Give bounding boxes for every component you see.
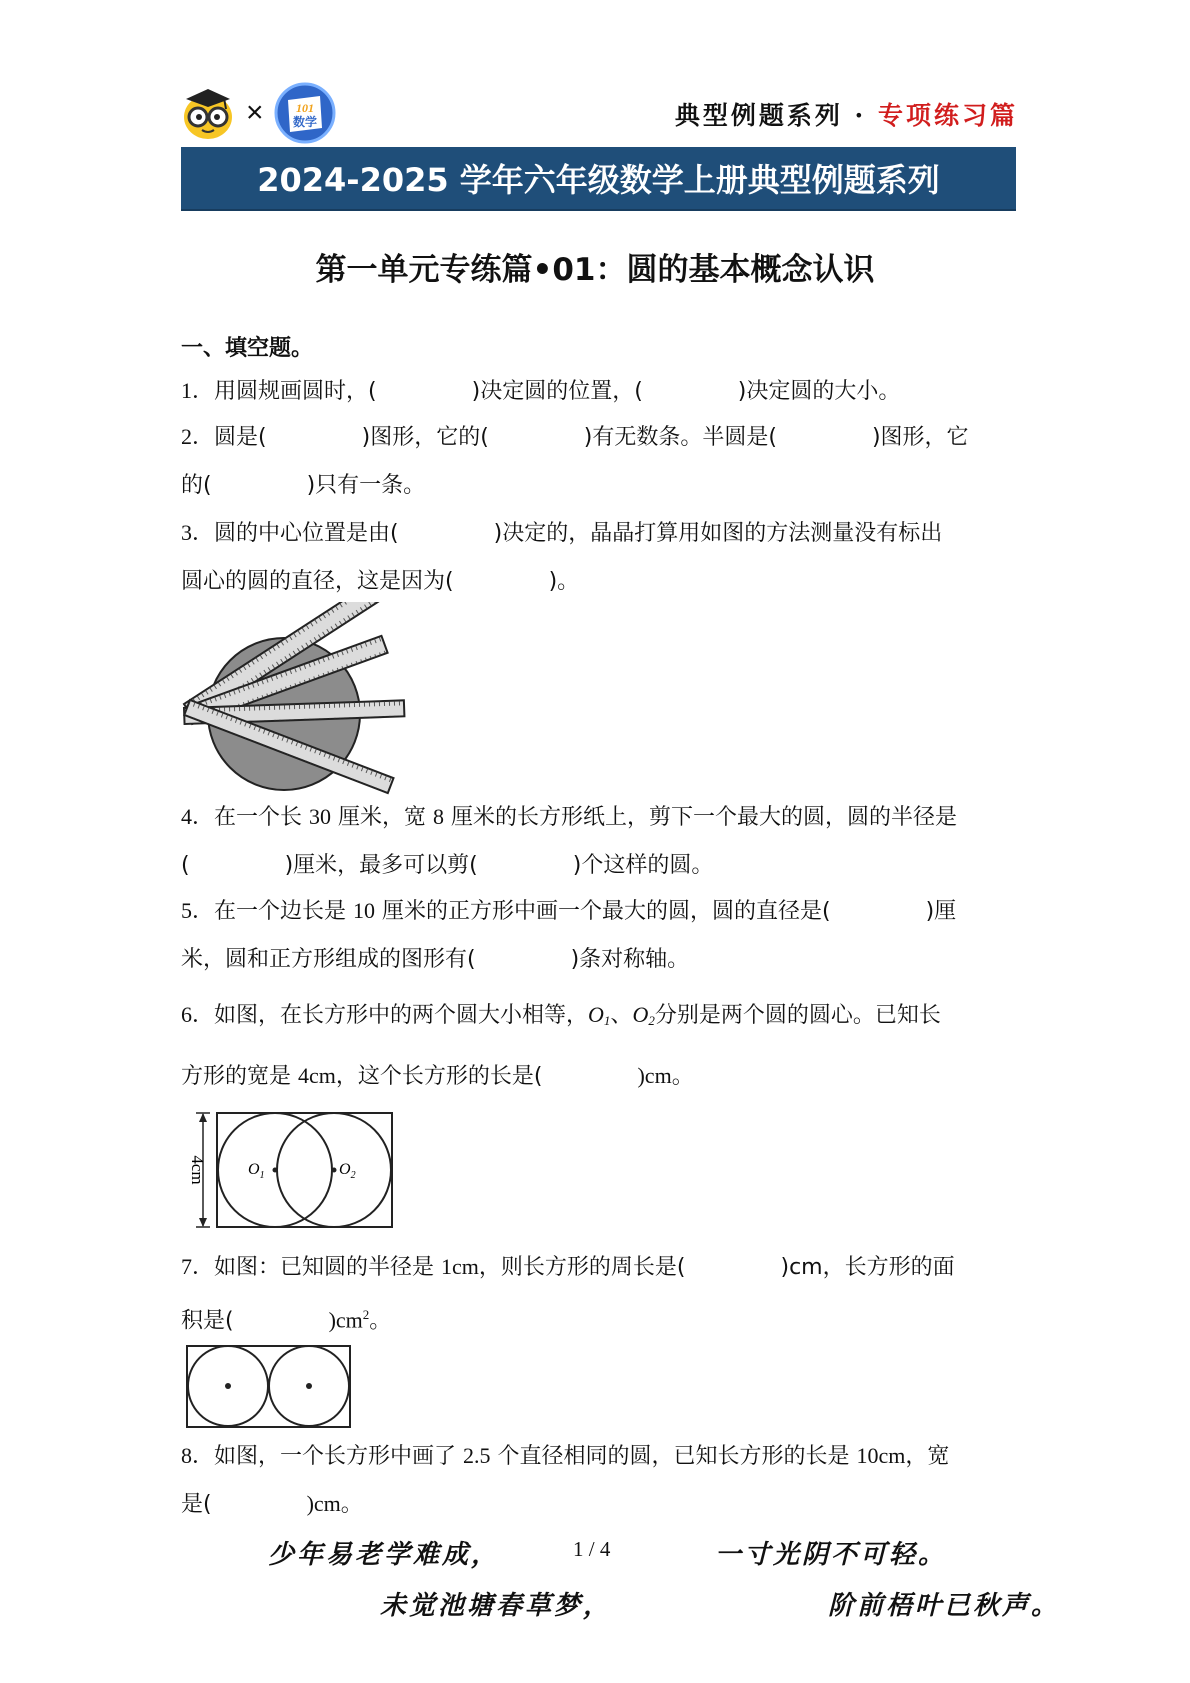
q4-value-width: 8	[433, 804, 445, 829]
q5-text-c: )厘	[925, 899, 957, 924]
q4-text-c: 厘米的长方形纸上，剪下一个最大的圆，圆的半径是	[444, 805, 958, 830]
q2-text-a: 圆是(	[214, 425, 267, 450]
question-1	[181, 367, 1019, 415]
q6-o1-sub: 1	[603, 1013, 611, 1028]
q4-text-e: )厘米，最多可以剪(	[284, 853, 478, 878]
q5-text-e: )条对称轴。	[570, 947, 690, 972]
q5-text-a: 在一个边长是	[214, 899, 354, 924]
q6-o1: O	[588, 1002, 604, 1027]
footer-poem-line1-left: 少年易老学难成，	[268, 1540, 501, 1570]
q6-text-c: 方形的宽是	[181, 1064, 298, 1089]
q2-number: 2．	[181, 424, 215, 449]
q6-sep: 、	[610, 1003, 633, 1028]
arrow-up-icon	[199, 1113, 207, 1122]
math101-logo-icon	[274, 82, 336, 144]
q8-number: 8．	[181, 1443, 215, 1468]
q4-text-d: (	[181, 853, 190, 878]
q4-text-b: 厘米，宽	[331, 805, 434, 830]
q1-text-a: 用圆规画圆时，(	[214, 379, 377, 404]
page-number: 1 / 4	[573, 1537, 611, 1561]
owl-mascot-icon	[180, 85, 236, 141]
q4-value-length: 30	[309, 804, 332, 829]
q3-text-b: )决定的，晶晶打算用如图的方法测量没有标出	[493, 521, 943, 546]
question-6	[181, 987, 1019, 1104]
q5-number: 5．	[181, 898, 215, 923]
q8-text-e: )cm。	[306, 1491, 363, 1516]
times-sign: ×	[246, 96, 264, 129]
figure-two-overlapping-circles	[186, 1110, 396, 1230]
rectangle	[217, 1113, 392, 1227]
q7-value-radius: 1cm	[441, 1254, 479, 1279]
question-4	[181, 793, 1019, 889]
q8-value-length: 10cm	[856, 1443, 906, 1468]
q6-text-a: 如图，在长方形中的两个圆大小相等，	[214, 1003, 589, 1028]
q8-value-count: 2.5	[463, 1443, 491, 1468]
q6-o2-sub: 2	[648, 1013, 655, 1028]
q3-text-c: 圆心的圆的直径，这是因为(	[181, 569, 454, 594]
q2-text-c: )有无数条。半圆是(	[583, 425, 777, 450]
q8-text-a: 如图，一个长方形中画了	[214, 1444, 464, 1469]
q3-text-d: )。	[548, 569, 580, 594]
q3-text-a: 圆的中心位置是由(	[214, 521, 399, 546]
q8-text-b: 个直径相同的圆，已知长方形的长是	[490, 1444, 857, 1469]
q2-text-d: )图形，它	[871, 425, 969, 450]
q7-text-d: 积是(	[181, 1308, 234, 1334]
unit-title: 第一单元专练篇•01：圆的基本概念认识	[315, 252, 875, 288]
q7-sup: 2	[362, 1307, 370, 1322]
q6-o2: O	[632, 1002, 649, 1027]
q2-text-f: )只有一条。	[306, 473, 426, 498]
logo-text-101: 101	[295, 101, 314, 115]
series-tag-black: 典型例题系列	[674, 101, 843, 130]
series-tag-red: 专项练习篇	[877, 101, 1018, 130]
question-8	[181, 1432, 1019, 1528]
arrow-down-icon	[199, 1218, 207, 1227]
section-title: 一、填空题。	[181, 336, 314, 361]
q4-text-a: 在一个长	[214, 805, 310, 830]
q7-text-c: )cm，长方形的面	[780, 1255, 955, 1280]
q5-text-b: 厘米的正方形中画一个最大的圆，圆的直径是(	[375, 899, 831, 924]
header-logos	[180, 82, 336, 144]
q6-text-e: )cm。	[637, 1063, 694, 1088]
label-o2: $O_2$	[339, 1161, 356, 1181]
q8-text-c: ，宽	[905, 1444, 950, 1469]
question-2	[181, 413, 1019, 509]
footer-poem-line2-right: 阶前梧叶已秋声。	[828, 1591, 1061, 1621]
q4-text-f: )个这样的圆。	[572, 853, 714, 878]
footer-poem-line1-right: 一寸光阴不可轻。	[715, 1540, 948, 1570]
footer-poem-line2-left: 未觉池塘春草梦，	[380, 1591, 613, 1621]
series-tag-dot: ·	[854, 101, 867, 130]
q6-text-b: 分别是两个圆的圆心。已知长	[654, 1003, 941, 1028]
question-7	[181, 1243, 1019, 1344]
q7-text-b: ，则长方形的周长是(	[478, 1255, 686, 1280]
q1-text-c: )决定圆的大小。	[737, 379, 901, 404]
q1-text-b: )决定圆的位置，(	[471, 379, 643, 404]
q4-number: 4．	[181, 804, 215, 829]
figure-two-circles-in-rectangle	[185, 1344, 352, 1429]
q7-text-a: 如图：已知圆的半径是	[214, 1255, 442, 1280]
figure-circle-rulers	[182, 602, 418, 822]
q2-text-b: )图形，它的(	[361, 425, 489, 450]
width-label: 4cm	[188, 1155, 207, 1185]
banner-title: 2024-2025 学年六年级数学上册典型例题系列	[181, 147, 1016, 211]
q7-text-f: 。	[369, 1308, 392, 1334]
q2-text-e: 的(	[181, 473, 212, 498]
q5-text-d: 米，圆和正方形组成的图形有(	[181, 947, 476, 972]
logo-text-shuxue: 数学	[292, 115, 317, 129]
q7-text-e: )cm	[328, 1307, 363, 1333]
q6-number: 6．	[181, 1002, 215, 1027]
q6-value-width: 4cm	[298, 1063, 336, 1088]
label-o1: $O_1$	[248, 1161, 265, 1181]
q6-text-d: ，这个长方形的长是(	[335, 1064, 543, 1089]
q3-number: 3．	[181, 520, 215, 545]
question-3	[181, 509, 1019, 605]
q5-value-side: 10	[353, 898, 376, 923]
q8-text-d: 是(	[181, 1492, 212, 1517]
series-tag	[675, 96, 1018, 132]
question-5	[181, 887, 1019, 983]
q7-number: 7．	[181, 1254, 215, 1279]
q1-number: 1．	[181, 378, 215, 403]
